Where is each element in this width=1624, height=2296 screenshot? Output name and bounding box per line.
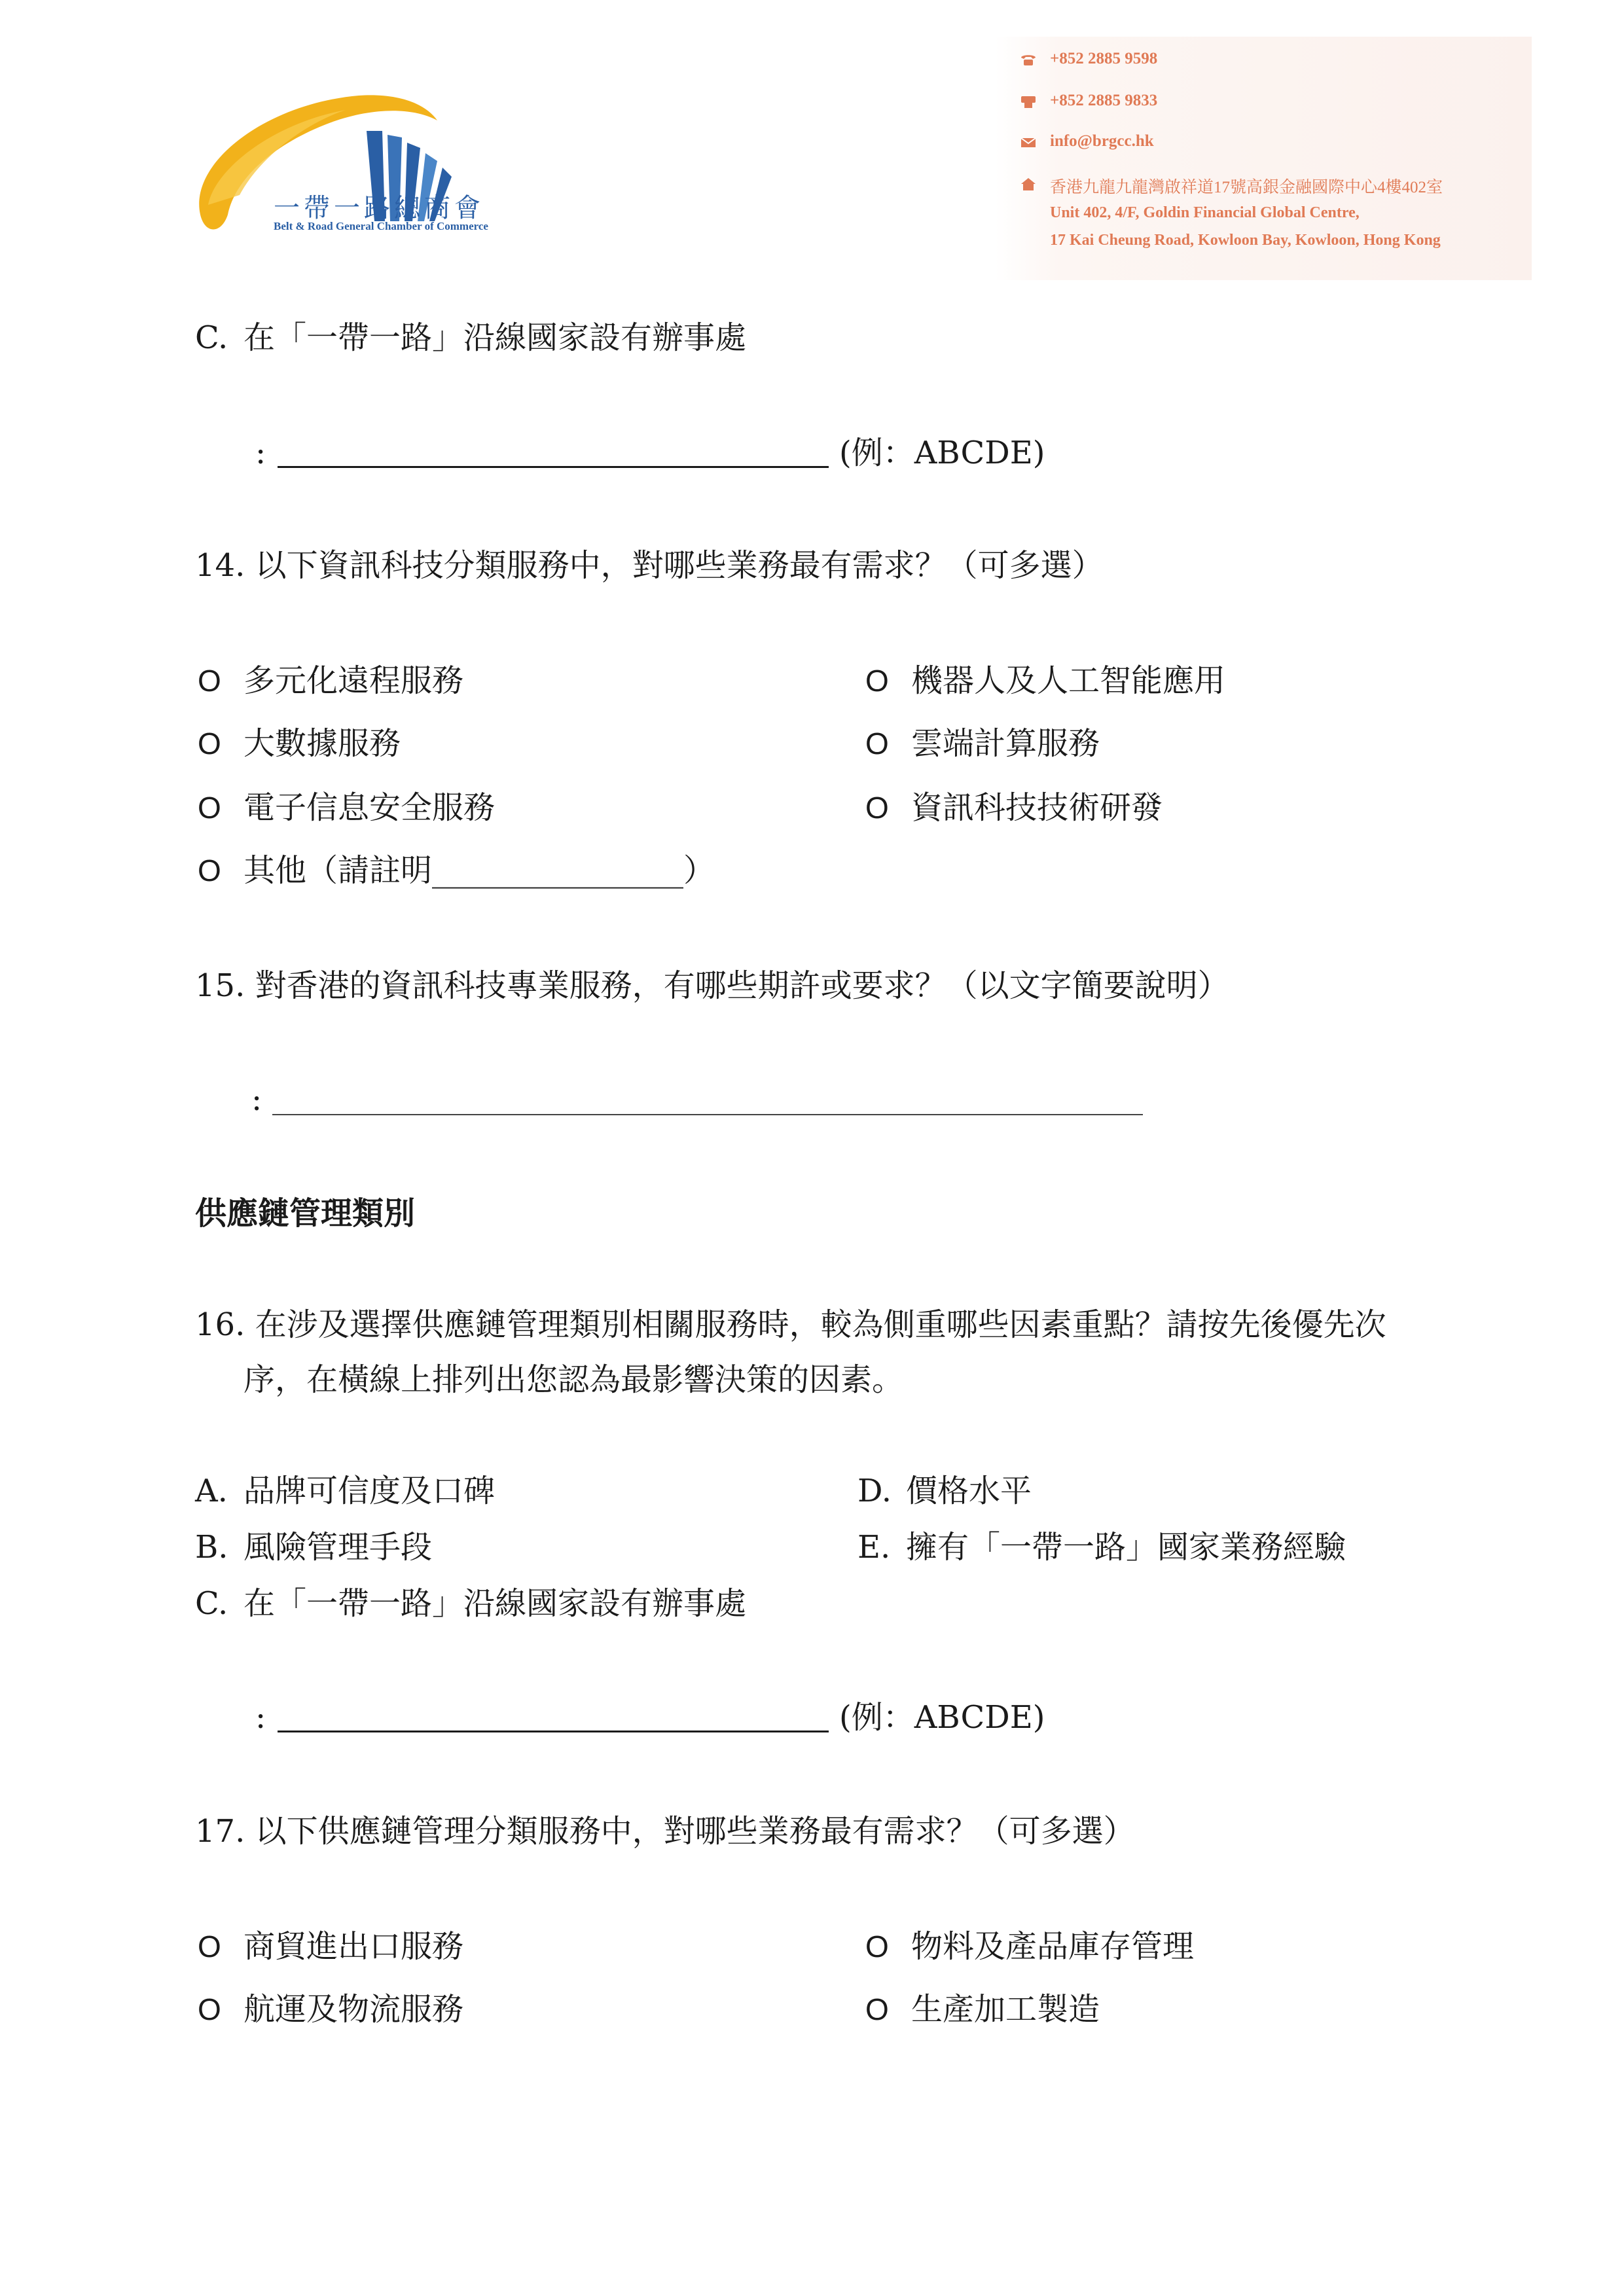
q17-option-label: 生產加工製造 <box>911 1991 1100 2028</box>
option-letter: E. <box>857 1529 891 1566</box>
answer-prefix: : <box>251 1081 262 1118</box>
question-16-line-1: 16. 在涉及選擇供應鏈管理類別相關服務時，較為側重哪些因素重點？請按先後優先次 <box>195 1306 1386 1343</box>
radio-option-marker[interactable]: O <box>198 853 221 888</box>
phone-icon <box>1020 52 1037 67</box>
option-letter: D. <box>857 1473 892 1509</box>
fax-number: +852 2885 9833 <box>1050 92 1158 109</box>
radio-option-marker[interactable]: O <box>865 664 889 698</box>
question-16-line-2: 序，在橫線上排列出您認為最影響決策的因素。 <box>244 1361 904 1398</box>
radio-option-marker[interactable]: O <box>198 664 221 698</box>
option-text: 在「一帶一路」沿線國家設有辦事處 <box>244 1585 747 1622</box>
radio-option-marker[interactable]: O <box>865 726 889 761</box>
email-address: info@brgcc.hk <box>1050 132 1154 150</box>
q17-option-label: 航運及物流服務 <box>244 1991 464 2028</box>
answer-prefix: : <box>255 1699 266 1736</box>
question-15: 15. 對香港的資訊科技專業服務，有哪些期許或要求？（以文字簡要說明） <box>195 967 1229 1004</box>
q17-option-label: 商貿進出口服務 <box>244 1928 464 1965</box>
q14-option-other: 其他（請註明________________） <box>244 852 715 889</box>
email-icon <box>1020 135 1037 149</box>
question-17: 17. 以下供應鏈管理分類服務中，對哪些業務最有需求？（可多選） <box>195 1813 1135 1850</box>
option-letter: C. <box>195 1585 228 1622</box>
q14-option-label: 多元化遠程服務 <box>244 662 464 699</box>
q14-option-label: 大數據服務 <box>244 725 401 762</box>
q15-answer-line[interactable] <box>272 1114 1143 1115</box>
option-letter: C. <box>195 319 228 356</box>
section-heading: 供應鏈管理類別 <box>195 1195 416 1232</box>
address-english-line-2: 17 Kai Cheung Road, Kowloon Bay, Kowloon, Hong Kong <box>1050 232 1441 249</box>
radio-option-marker[interactable]: O <box>198 1929 221 1964</box>
address-chinese: 香港九龍九龍灣啟祥道17號高銀金融國際中心4樓402室 <box>1050 179 1443 196</box>
answer-example: (例：ABCDE) <box>839 1699 1045 1736</box>
option-text: 品牌可信度及口碑 <box>244 1473 496 1509</box>
q14-option-label: 資訊科技技術研發 <box>911 789 1163 826</box>
q14-option-label: 電子信息安全服務 <box>244 789 496 826</box>
q17-option-label: 物料及產品庫存管理 <box>911 1928 1195 1965</box>
option-letter: A. <box>195 1473 228 1509</box>
radio-option-marker[interactable]: O <box>865 1992 889 2026</box>
radio-option-marker[interactable]: O <box>198 1992 221 2026</box>
fax-icon <box>1020 94 1037 109</box>
q14-option-label: 雲端計算服務 <box>911 725 1100 762</box>
radio-option-marker[interactable]: O <box>198 791 221 825</box>
radio-option-marker[interactable]: O <box>865 1929 889 1964</box>
answer-example: (例：ABCDE) <box>839 435 1045 471</box>
radio-option-marker[interactable]: O <box>865 791 889 825</box>
phone-number: +852 2885 9598 <box>1050 50 1158 67</box>
address-english-line-1: Unit 402, 4/F, Goldin Financial Global Centre, <box>1050 204 1360 221</box>
option-text: 擁有「一帶一路」國家業務經驗 <box>906 1529 1346 1566</box>
ranking-answer-line[interactable] <box>278 1731 829 1732</box>
contact-block <box>995 37 1532 280</box>
ranking-answer-line[interactable] <box>278 466 829 468</box>
logo-chinese-name: 一帶一路總商會 <box>274 193 484 223</box>
q14-option-label: 機器人及人工智能應用 <box>911 662 1226 699</box>
option-letter: B. <box>195 1529 228 1566</box>
option-text: 價格水平 <box>906 1473 1032 1509</box>
logo-english-name: Belt & Road General Chamber of Commerce <box>274 220 488 232</box>
option-text: 風險管理手段 <box>244 1529 433 1566</box>
answer-prefix: : <box>255 435 266 471</box>
option-text: 在「一帶一路」沿線國家設有辦事處 <box>244 319 747 356</box>
radio-option-marker[interactable]: O <box>198 726 221 761</box>
question-14: 14. 以下資訊科技分類服務中，對哪些業務最有需求？（可多選） <box>195 547 1104 584</box>
address-icon <box>1020 177 1037 191</box>
